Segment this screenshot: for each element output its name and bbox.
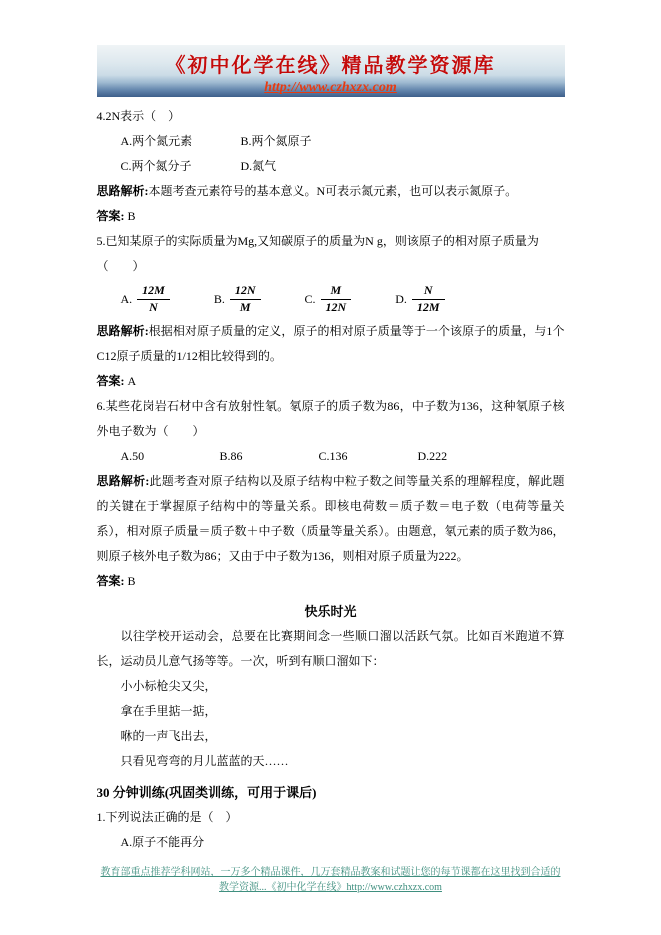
q5-analysis [97,319,565,369]
q4-answer [97,204,565,229]
page-footer [0,865,661,895]
fraction-d-numerator: N [412,284,445,300]
poem-line-2: 拿在手里掂一掂， [120,704,217,718]
q6-answer [97,569,565,594]
q5-option-c [305,284,352,315]
banner-title: 《初中化学在线》精品教学资源库 [165,55,496,77]
poem-line-1: 小小标枪尖又尖， [120,679,217,693]
analysis-label: 思路解析: [96,474,150,488]
q6-option-a: A.50 [120,449,145,463]
fraction-a-denominator: N [149,299,158,314]
fraction-c-numerator: M [321,284,352,300]
training-q1-stem: 1.下列说法正确的是（ ） [96,810,238,824]
q5-option-a [121,284,170,315]
footer-line-1: 教育部重点推荐学科网站，一万多个精品课件，几万套精品教案和试题让您的每节课都在这里找到合适的 [100,867,561,878]
q5-options-row [97,279,565,319]
q4-options-row-1 [97,129,565,154]
q4-option-a: A.两个氮元素 [120,134,193,148]
q6-stem: 6.某些花岗岩石材中含有放射性氡。氡原子的质子数为86，中子数为136，这种氡原子核外电子数为（ ） [96,399,565,438]
q5-stem-line-1: 5.已知某原子的实际质量为Mg,又知碳原子的质量为N g，则该原子的相对原子质量为 [96,234,539,248]
q6-answer-value: B [127,574,136,588]
worksheet-page [97,0,565,855]
footer-line-2-text: 教学资源...《初中化学在线》 [219,882,347,893]
q5-stem-line-2: （ ） [96,259,145,273]
q6-option-b: B.86 [219,449,243,463]
fraction-b-numerator: 12N [230,284,261,300]
q4-analysis-text: 本题考查元素符号的基本意义。N可表示氮元素，也可以表示氮原子。 [148,184,518,198]
poem-line-3: 咻的一声飞出去， [120,729,217,743]
q5-option-c-label: C. [304,291,316,306]
happy-time-intro: 以往学校开运动会，总要在比赛期间念一些顺口溜以活跃气氛。比如百米跑道不算长，运动员儿意气扬等等。一次，听到有顺口溜如下： [96,629,565,668]
q4-analysis [97,179,565,204]
fraction-b [230,284,261,315]
fraction-a [137,284,170,315]
q6-analysis [97,469,565,569]
q5-analysis-text: 根据相对原子质量的定义，原子的相对原子质量等于一个该原子的质量，与1个C12原子质量的1/12相比较得到的。 [96,324,565,363]
q4-option-c: C.两个氮分子 [120,159,192,173]
q6-option-d: D.222 [417,449,448,463]
poem-line-4: 只看见弯弯的月儿蓝蓝的天…… [120,754,289,768]
q6-option-c: C.136 [318,449,348,463]
analysis-label: 思路解析: [96,324,149,338]
q5-option-b [214,284,261,315]
q6-analysis-text: 此题考查对原子结构以及原子结构中粒子数之间等量关系的理解程度，解此题的关键在于掌握原子结构中的等量关系。即核电荷数＝质子数＝电子数（电荷等量关系），相对原子质量＝质子数＋中子数（质量等量关系）。由题意，氡元素的质子数为86，则原子核外电子数为86；又由于中子数为136，则相对原子质量为222。 [96,474,565,563]
fraction-d [412,284,445,315]
q4-answer-value: B [127,209,136,223]
q5-option-d [395,284,444,315]
footer-line-2 [0,880,661,895]
q5-option-a-label: A. [120,291,133,306]
footer-url-link[interactable]: http://www.czhxzx.com [346,882,442,893]
q6-options-row [97,444,565,469]
training-heading: 30 分钟训练(巩固类训练，可用于课后) [96,785,317,800]
answer-label: 答案: [96,209,125,223]
q5-answer-value: A [127,374,137,388]
q4-option-b: B.两个氮原子 [240,134,312,148]
analysis-label: 思路解析: [96,184,149,198]
q4-options-row-2 [97,154,565,179]
banner-url-link[interactable]: http://www.czhxzx.com [264,80,397,95]
fraction-b-denominator: M [239,299,251,314]
header-banner [97,45,565,97]
q4-option-d: D.氮气 [240,159,277,173]
answer-label: 答案: [96,574,125,588]
answer-label: 答案: [96,374,125,388]
happy-time-heading: 快乐时光 [304,604,357,619]
fraction-a-numerator: 12M [137,284,170,300]
fraction-c [321,284,352,315]
q5-option-d-label: D. [395,291,407,306]
fraction-d-denominator: 12M [416,299,440,314]
training-q1-option-a: A.原子不能再分 [120,835,205,849]
q5-option-b-label: B. [213,291,225,306]
q4-stem: 4.2N表示（ ） [96,109,181,123]
fraction-c-denominator: 12N [325,299,347,314]
q5-answer [97,369,565,394]
